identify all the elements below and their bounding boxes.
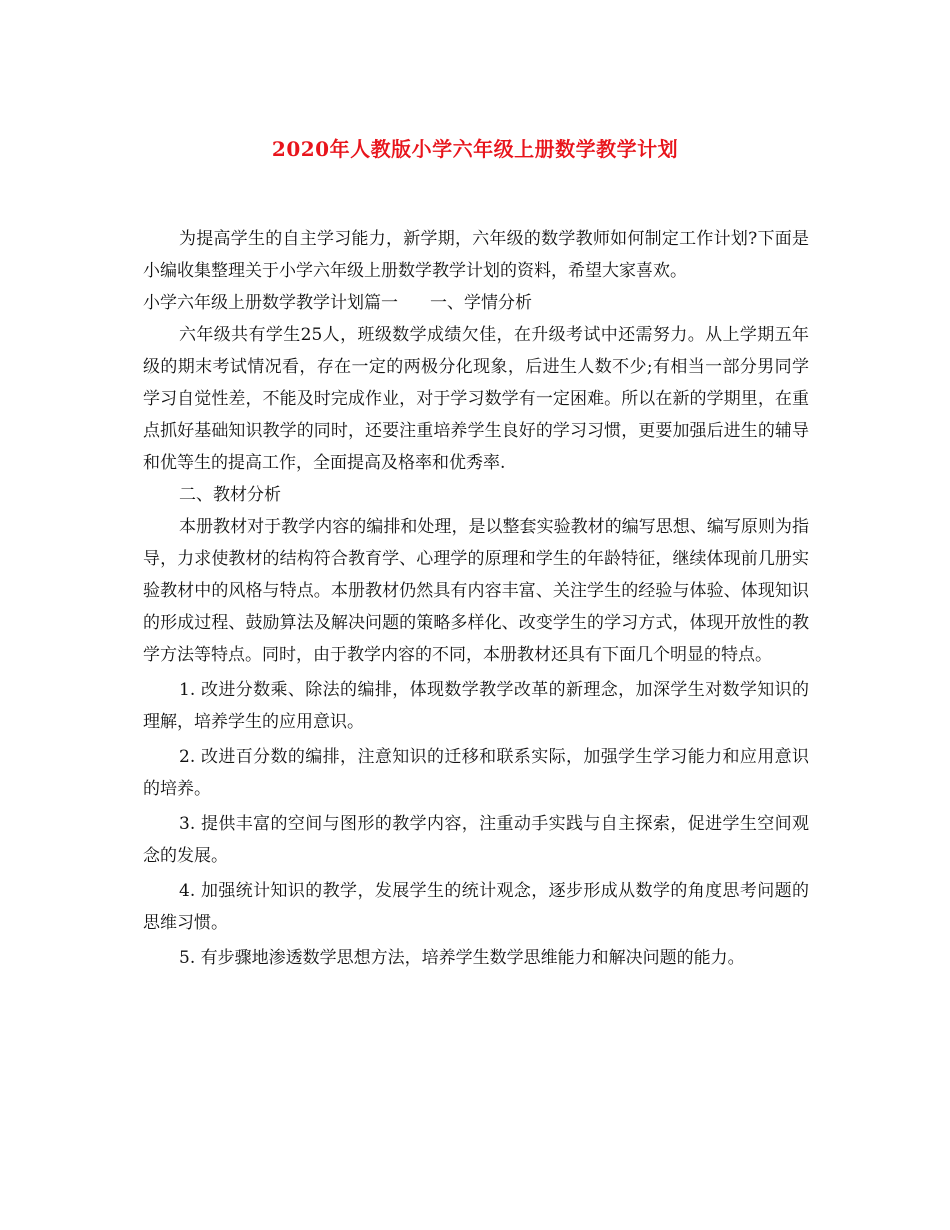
section1-heading: 一、学情分析	[430, 293, 532, 313]
list-item: 2. 改进百分数的编排，注意知识的迁移和联系实际，加强学生学习能力和应用意识的培养。	[143, 747, 809, 799]
list-item: 1. 改进分数乘、除法的编排，体现数学教学改革的新理念，加深学生对数学知识的理解，培养学生的应用意识。	[143, 680, 809, 732]
document-body	[143, 223, 809, 974]
section1-paragraph: 六年级共有学生25人，班级数学成绩欠佳，在升级考试中还需努力。从上学期五年级的期末考试情况看，存在一定的两极分化现象，后进生人数不少;有相当一部分男同学学习自觉性差，不能及时完成作业，对于学习数学有一定困难。所以在新的学期里，在重点抓好基础知识教学的同时，还要注重培养学生良好的学习习惯，更要加强后进生的辅导和优等生的提高工作，全面提高及格率和优秀率.	[143, 325, 809, 473]
section2-heading: 二、教材分析	[179, 485, 281, 505]
plan-heading: 小学六年级上册数学教学计划篇一	[143, 293, 398, 313]
document-title: 2020年人教版小学六年级上册数学教学计划	[271, 137, 679, 161]
list-item: 4. 加强统计知识的教学，发展学生的统计观念，逐步形成从数学的角度思考问题的思维习惯。	[143, 881, 809, 933]
plan-heading-line	[143, 287, 809, 319]
section2-paragraph: 本册教材对于教学内容的编排和处理，是以整套实验教材的编写思想、编写原则为指导，力求使教材的结构符合教育学、心理学的原理和学生的年龄特征，继续体现前几册实验教材中的风格与特点。本册教材仍然具有内容丰富、关注学生的经验与体验、体现知识的形成过程、鼓励算法及解决问题的策略多样化、改变学生的学习方式，体现开放性的教学方法等特点。同时，由于教学内容的不同，本册教材还具有下面几个明显的特点。	[143, 517, 809, 665]
list-item: 5. 有步骤地渗透数学思想方法，培养学生数学思维能力和解决问题的能力。	[179, 948, 745, 968]
intro-paragraph: 为提高学生的自主学习能力，新学期，六年级的数学教师如何制定工作计划?下面是小编收集整理关于小学六年级上册数学教学计划的资料，希望大家喜欢。	[143, 229, 809, 281]
list-item: 3. 提供丰富的空间与图形的教学内容，注重动手实践与自主探索，促进学生空间观念的发展。	[143, 814, 809, 866]
